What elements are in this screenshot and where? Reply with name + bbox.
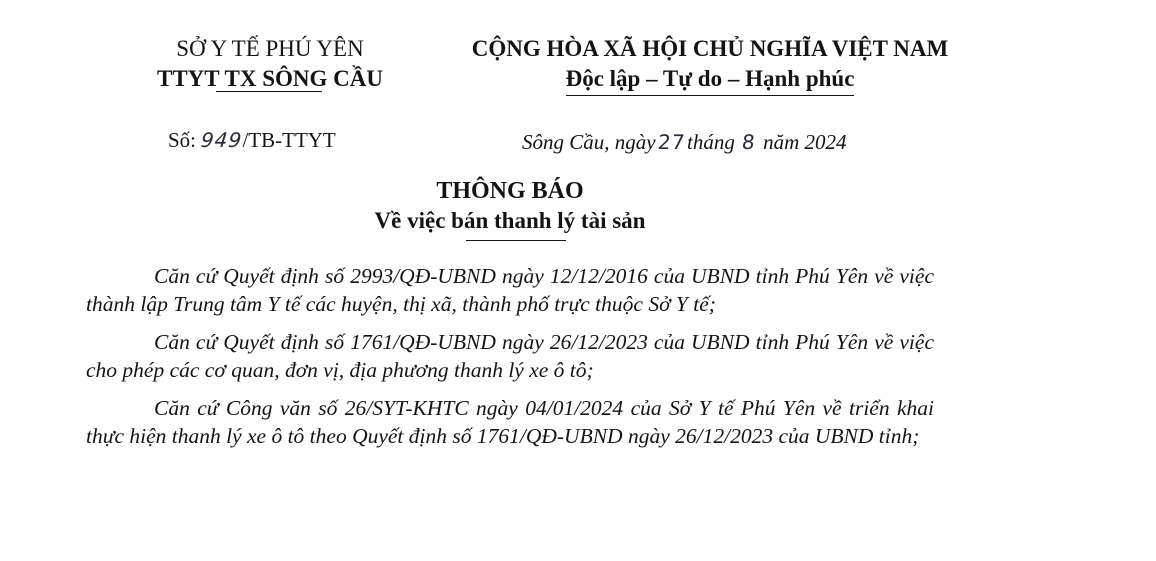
month-label: tháng (687, 130, 735, 154)
doc-number-suffix: /TB-TTYT (242, 128, 336, 152)
document-subtitle: Về việc bán thanh lý tài sản (374, 208, 646, 233)
document-title: THÔNG BÁO (436, 178, 584, 204)
issuing-agency-block (130, 34, 410, 94)
place-date-line (522, 128, 847, 156)
document-body (86, 262, 934, 460)
month-handwritten: 8 (740, 130, 758, 154)
body-paragraph: Căn cứ Công văn số 26/SYT-KHTC ngày 04/01/2024 của Sở Y tế Phú Yên về triển khai thực hiện thanh lý xe ô tô theo Quyết định số 1761/QĐ-UBND ngày 26/12/2023 của UBND tỉnh; (86, 396, 934, 448)
subtitle-underline (466, 240, 566, 241)
national-header-block (440, 34, 980, 96)
document-number (168, 126, 336, 154)
body-paragraph: Căn cứ Quyết định số 1761/QĐ-UBND ngày 26/12/2023 của UBND tỉnh Phú Yên về việc cho phép các cơ quan, đơn vị, địa phương thanh lý xe ô tô; (86, 330, 934, 382)
nation-motto: Độc lập – Tự do – Hạnh phúc (566, 64, 855, 96)
day-handwritten: 27 (656, 130, 687, 154)
body-paragraph: Căn cứ Quyết định số 2993/QĐ-UBND ngày 12/12/2016 của UBND tỉnh Phú Yên về việc thành lập Trung tâm Y tế các huyện, thị xã, thành phố trực thuộc Sở Y tế; (86, 264, 934, 316)
document-title-block (0, 176, 1020, 236)
year-label: năm 2024 (763, 130, 847, 154)
agency-underline (216, 91, 322, 92)
agency-unit-name: TTYT TX SÔNG CẦU (156, 66, 383, 91)
doc-number-handwritten: 949 (200, 128, 244, 152)
place-label: Sông Cầu, ngày (522, 130, 656, 154)
nation-title: CỘNG HÒA XÃ HỘI CHỦ NGHĨA VIỆT NAM (471, 36, 949, 61)
agency-parent-name: SỞ Y TẾ PHÚ YÊN (176, 36, 364, 61)
doc-number-prefix: Số: (168, 128, 197, 152)
